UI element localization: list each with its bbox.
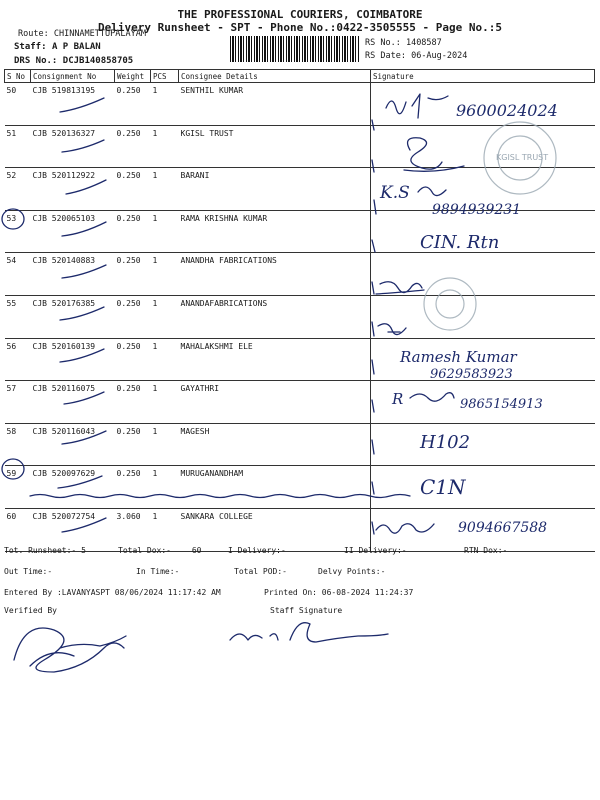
cell-pcs: 1 [151,423,179,466]
tick-mark-icon [60,98,104,112]
tick-mark-icon [62,222,106,236]
sno-53-circle [2,209,24,229]
tick-mark-icon [62,518,106,532]
cell-sno: 54 [5,253,31,296]
cell-consignee: ANANDHA FABRICATIONS [179,253,371,296]
wavy-underline [30,495,410,498]
cell-consignment-no: CJB 520116043 [31,423,115,466]
cell-consignment-no: CJB 519813195 [31,83,115,126]
rs-no-label: RS No.: [365,38,401,48]
cell-consignment-no: CJB 520136327 [31,125,115,168]
signature-scribble [404,138,464,172]
cell-sno: 58 [5,423,31,466]
row53-note: CIN. Rtn [420,232,500,253]
tick-mark-icon [64,392,104,404]
cell-consignment-no: CJB 520112922 [31,168,115,211]
col-signature: Signature [371,70,595,83]
cell-sno: 56 [5,338,31,381]
tick-mark-icon [60,307,104,320]
cell-pcs: 1 [151,508,179,551]
signature-scribble [418,187,446,196]
cell-sno: 51 [5,125,31,168]
entered-by: Entered By :LAVANYASPT 08/06/2024 11:17:42 AM [4,588,221,597]
company-title: THE PROFESSIONAL COURIERS, COIMBATORE [177,8,423,21]
cell-weight: 0.250 [115,125,151,168]
cell-consignee: SANKARA COLLEGE [179,508,371,551]
cell-weight: 0.250 [115,253,151,296]
cell-weight: 0.250 [115,381,151,424]
rs-date-value: 06-Aug-2024 [411,51,468,61]
cell-pcs: 1 [151,168,179,211]
cell-consignee: ANANDAFABRICATIONS [179,295,371,338]
row60-phone: 9094667588 [458,520,548,536]
cell-weight: 0.250 [115,423,151,466]
cell-sno: 50 [5,83,31,126]
staff-signature-label: Staff Signature [270,606,343,615]
total-pod: Total POD:- [234,567,287,576]
row59-note: C1N [420,475,466,499]
staff-label: Staff: [14,42,47,52]
tick-mark-icon [62,431,106,444]
total-dox-line [118,546,201,555]
cell-consignment-no: CJB 520116075 [31,381,115,424]
cell-pcs: 1 [151,466,179,509]
signature-scribble [410,393,454,402]
cell-pcs: 1 [151,125,179,168]
verified-by-label: Verified By [4,606,57,615]
col-consignment-no: Consignment No [31,70,115,83]
total-runsheet: Tot. Runsheet:- 5 [4,546,86,555]
i-delivery: I Delivery:- [228,546,286,555]
cell-consignee: MURUGANANDHAM [179,466,371,509]
col-weight: Weight [115,70,151,83]
total-dox-value: 60 [191,546,202,555]
cell-consignee: GAYATHRI [179,381,371,424]
staff-value: A P BALAN [51,42,101,52]
cell-pcs: 1 [151,83,179,126]
row57-phone: 9865154913 [460,397,543,412]
signature-scribble [386,94,448,118]
cell-consignee: BARANI [179,168,371,211]
total-dox-label: Total Dox:- [118,546,171,555]
signature-scribble [378,324,406,335]
cell-consignee: KGISL TRUST [179,125,371,168]
row58-note: H102 [420,432,471,453]
route-label: Route: [18,29,49,39]
signature-scribble [376,282,424,294]
cell-weight: 0.250 [115,295,151,338]
col-consignee: Consignee Details [179,70,371,83]
ii-delivery: II Delivery:- [344,546,407,555]
margin-marks [372,120,376,534]
cell-pcs: 1 [151,381,179,424]
drs-label: DRS No.: [14,56,58,66]
printed-on: Printed On: 06-08-2024 11:24:37 [264,588,414,597]
out-time: Out Time:- [4,567,53,576]
tick-mark-icon [66,180,106,194]
col-pcs: PCS [151,70,179,83]
cell-pcs: 1 [151,338,179,381]
cell-consignment-no: CJB 520065103 [31,210,115,253]
row56-name: Ramesh Kumar [400,348,517,366]
cell-consignee: MAHALAKSHMI ELE [179,338,371,381]
row50-phone: 9600024024 [456,101,558,120]
cell-weight: 0.250 [115,83,151,126]
cell-pcs: 1 [151,210,179,253]
kgisl-stamp-text: KGISL TRUST [496,153,549,162]
row52-initials: K.S [380,183,410,203]
cell-pcs: 1 [151,295,179,338]
cell-consignment-no: CJB 520160139 [31,338,115,381]
cell-weight: 0.250 [115,168,151,211]
cell-consignment-no: CJB 520140883 [31,253,115,296]
cell-weight: 0.250 [115,210,151,253]
cell-sno: 60 [5,508,31,551]
cell-pcs: 1 [151,253,179,296]
cell-sno: 52 [5,168,31,211]
tick-mark-icon [58,476,102,488]
cell-consignment-no: CJB 520072754 [31,508,115,551]
in-time: In Time:- [136,567,180,576]
col-sno: S No [5,70,31,83]
drs-value: DCJB140858705 [62,56,134,66]
runsheet-subtitle: Delivery Runsheet - SPT - Phone No.:0422-3505555 - Page No.:5 [98,21,502,34]
rtn-dox: RTN Dox:- [464,546,508,555]
row53-phone: 9894939231 [432,202,522,218]
row57-initial: R [392,390,404,408]
cell-sno: 57 [5,381,31,424]
rs-date-label: RS Date: [365,51,406,61]
staff-signature-mark [230,623,388,642]
cell-weight: 3.060 [115,508,151,551]
fabrications-stamp [424,278,476,330]
cell-sno: 53 [5,210,31,253]
signature-scribble [376,524,434,533]
row56-phone: 9629583923 [430,367,513,382]
delvy-points: Delvy Points:- [318,567,386,576]
cell-sno: 59 [5,466,31,509]
cell-weight: 0.250 [115,338,151,381]
route-value: CHINNAMETTUPALAYAM [53,29,146,39]
rs-no-value: 1408587 [405,38,442,48]
verified-by-signature [14,628,126,672]
cell-sno: 55 [5,295,31,338]
cell-weight: 0.250 [115,466,151,509]
cell-consignment-no: CJB 520176385 [31,295,115,338]
cell-consignment-no: CJB 520097629 [31,466,115,509]
cell-consignee: SENTHIL KUMAR [179,83,371,126]
cell-consignee: MAGESH [179,423,371,466]
tick-mark-icon [62,265,106,278]
cell-consignee: RAMA KRISHNA KUMAR [179,210,371,253]
tick-mark-icon [60,349,104,362]
tick-mark-icon [62,140,104,152]
sno-59-circle [2,459,24,479]
